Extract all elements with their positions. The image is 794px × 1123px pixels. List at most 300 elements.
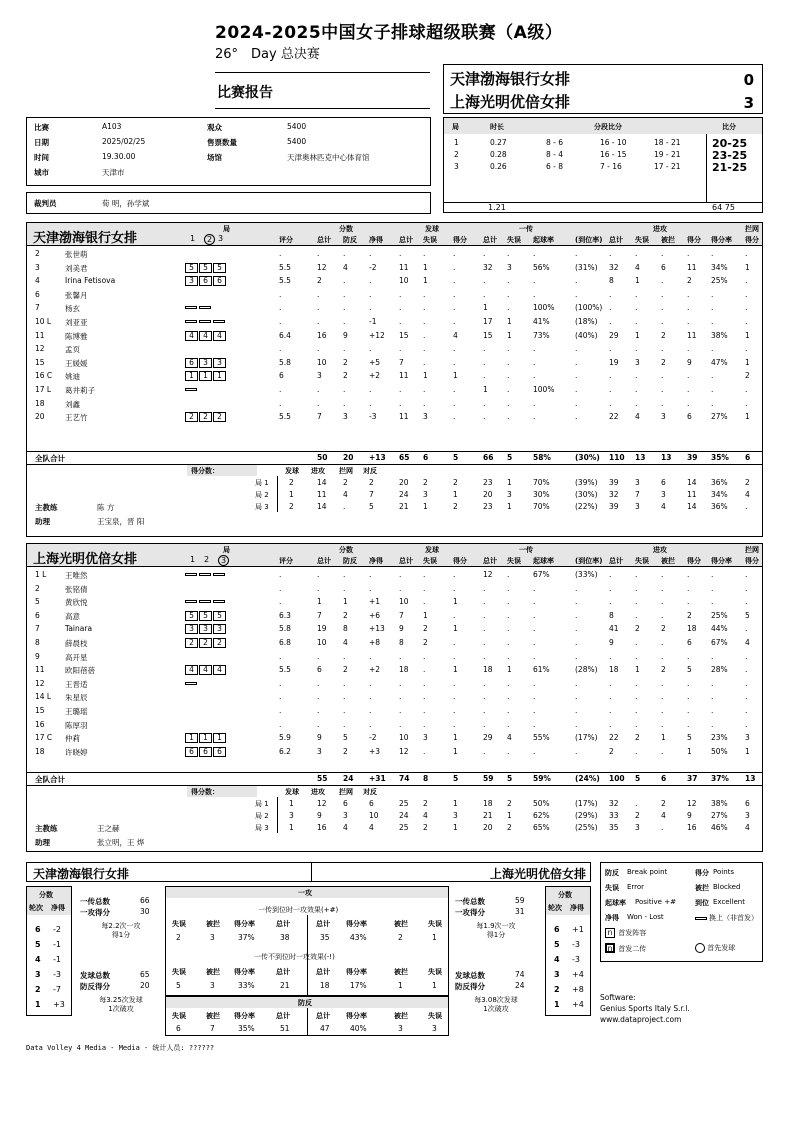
assistant-label: 助理: [35, 517, 50, 527]
player-stat-ap: 5: [687, 665, 692, 675]
total-duration: 1.21: [488, 203, 506, 212]
coach-label: 主教练: [35, 824, 58, 834]
player-stat-rt: 18: [483, 665, 493, 675]
set-stat-apct: 46%: [711, 823, 728, 833]
rotation-col: 净得: [51, 904, 65, 912]
sub-marker-icon: [695, 917, 707, 920]
player-stat-st: 7: [399, 610, 404, 620]
player-stat-apct: .: [711, 597, 714, 607]
set-stat-at: 33: [609, 811, 619, 821]
player-stat-rexc: .: [575, 610, 578, 620]
rotation-box: 1: [213, 733, 226, 743]
points-head: 进攻: [311, 788, 325, 797]
player-stat-at: 2: [609, 746, 614, 756]
player-name: Tainara: [65, 624, 93, 634]
player-number: 5: [35, 597, 40, 607]
player-stat-bk: .: [745, 303, 748, 313]
player-stat-apct: .: [711, 249, 714, 258]
rotation-number: 4: [554, 955, 560, 964]
player-number: 2: [35, 249, 40, 258]
player-stat-rpos: 55%: [533, 733, 550, 743]
player-stat-bk: .: [745, 678, 748, 688]
player-stat-rt: 29: [483, 733, 493, 743]
coach-name: 王之赫: [97, 824, 120, 834]
player-stat-ab: 6: [661, 262, 666, 272]
player-stat-pt: 12: [317, 262, 327, 272]
player-stat-rexc: .: [575, 583, 578, 593]
rotation-net: +4: [572, 1000, 584, 1009]
player-stat-at: .: [609, 678, 612, 688]
player-name: 刘美君: [65, 263, 88, 273]
player-stat-apct: .: [711, 289, 714, 299]
player-stat-se: .: [423, 583, 426, 593]
set-stat-ae: 7: [635, 490, 640, 500]
sub-marker-icon: [185, 573, 197, 576]
player-stat-bp: .: [343, 398, 346, 408]
player-stat-ae: .: [635, 692, 638, 702]
player-stat-bk: .: [745, 692, 748, 702]
sub-marker-icon: [185, 320, 197, 323]
player-stat-ae: .: [635, 746, 638, 756]
player-stat-ab: .: [661, 385, 664, 394]
away-team-name: 上海光明优倍女排: [450, 93, 571, 111]
player-number: 7: [35, 624, 40, 634]
set-stat-rexc: (39%): [575, 478, 598, 488]
sets-header-partials: 分段比分: [594, 123, 622, 131]
rotation-col: 轮次: [29, 904, 43, 912]
player-stat-bk: .: [745, 317, 748, 326]
team-total-re: 5: [507, 774, 513, 784]
player-stat-wl: .: [369, 249, 372, 258]
set-stat-apct: 38%: [711, 799, 728, 809]
player-stat-rpos: .: [533, 597, 536, 607]
sub-marker-icon: [199, 573, 211, 576]
player-stat-rt: .: [483, 624, 486, 634]
player-stat-rexc: .: [575, 276, 578, 286]
set-row-partial: 16 - 15: [600, 150, 627, 159]
set-stat-sp: 1: [453, 490, 458, 500]
col-group: 拦网: [745, 546, 759, 554]
rotation-box: 6: [199, 276, 212, 286]
player-stat-se: .: [423, 692, 426, 702]
player-stat-ap: .: [687, 289, 690, 299]
set-number: 3: [218, 234, 224, 243]
player-stat-wl: .: [369, 289, 372, 299]
player-stat-rt: .: [483, 276, 486, 286]
player-stat-ap: 6: [687, 412, 692, 422]
set-stat-pts: 7: [369, 490, 374, 500]
page-subtitle: 26° Day 总决赛: [215, 47, 320, 62]
player-name: 陈博雅: [65, 331, 88, 341]
col-head: 失误: [507, 557, 521, 565]
player-stat-wl: .: [369, 706, 372, 715]
player-stat-at: .: [609, 706, 612, 715]
player-name: 王璐瑶: [65, 707, 88, 716]
software-url: www.dataproject.com: [600, 1015, 682, 1024]
player-stat-rpos: .: [533, 583, 536, 593]
player-stat-rpos: .: [533, 289, 536, 299]
set-row-partial: 17 - 21: [654, 162, 681, 171]
player-stat-ae: 1: [635, 665, 640, 675]
player-stat-se: 1: [423, 610, 428, 620]
player-stat-apct: 44%: [711, 624, 728, 634]
rotation-net: -2: [53, 925, 61, 934]
player-stat-st: 10: [399, 597, 409, 607]
points-head: 发球: [285, 467, 299, 476]
col-head: 失误: [635, 236, 649, 244]
player-stat-rpos: 41%: [533, 317, 550, 326]
player-stat-at: 29: [609, 330, 619, 340]
set-stat-rpos: 65%: [533, 823, 550, 833]
player-stat-ae: .: [635, 706, 638, 715]
break-point-col: 失误: [172, 1012, 186, 1020]
player-stat-v: 5.5: [279, 262, 291, 272]
player-stat-apct: .: [711, 303, 714, 313]
player-stat-sp: 1: [453, 746, 458, 756]
side-out-col: 失误: [428, 968, 442, 976]
side-out-away-val: 17%: [350, 981, 367, 990]
player-stat-wl: +3: [369, 746, 381, 756]
set-stat-rpos: 30%: [533, 490, 550, 500]
stat-label: 一传总数: [80, 897, 110, 906]
set-stat-pts: 4: [343, 490, 348, 500]
player-stat-pt: 19: [317, 624, 327, 634]
away-rotation: [545, 886, 591, 1016]
legend-pts: 得分: [695, 869, 709, 877]
set-stat-sp: 1: [453, 823, 458, 833]
player-stat-rpos: .: [533, 357, 536, 367]
player-stat-apct: .: [711, 570, 714, 579]
player-stat-pt: .: [317, 344, 320, 354]
sets-box: [443, 117, 763, 213]
player-stat-re: .: [507, 357, 510, 367]
side-out-col: 总计: [316, 920, 330, 928]
player-stat-apct: 47%: [711, 357, 728, 367]
stat-value: 24: [515, 981, 525, 990]
set-stat-bk: .: [745, 502, 748, 512]
player-stat-re: .: [507, 398, 510, 408]
set-stat-apct: 27%: [711, 811, 728, 821]
player-stat-at: 22: [609, 412, 619, 422]
coach-label: 主教练: [35, 503, 58, 513]
col-head: 总计: [609, 557, 623, 565]
player-stat-at: .: [609, 692, 612, 702]
set-stat-rt: 23: [483, 502, 493, 512]
player-stat-rexc: .: [575, 746, 578, 756]
col-head: 得分: [745, 557, 759, 565]
break-point-col: 被拦: [394, 1012, 408, 1020]
set-row-partial: 16 - 10: [600, 138, 627, 147]
player-stat-bp: .: [343, 651, 346, 661]
player-stat-rt: .: [483, 398, 486, 408]
player-stat-re: .: [507, 651, 510, 661]
player-number: 10 L: [35, 317, 52, 326]
player-stat-bk: .: [745, 651, 748, 661]
player-stat-bp: .: [343, 289, 346, 299]
side-out-title: 一攻: [298, 889, 312, 897]
player-stat-wl: +1: [369, 597, 381, 607]
rotation-number: 5: [554, 940, 560, 949]
set-stat-re: 1: [507, 811, 512, 821]
rotation-box: 2: [185, 412, 198, 422]
rotation-number: 1: [35, 1000, 41, 1009]
player-stat-sp: .: [453, 262, 456, 272]
set-stat-sp: 2: [453, 502, 458, 512]
set-stat-rpos: 50%: [533, 799, 550, 809]
time-label: 时间: [34, 153, 49, 162]
player-rotations: [185, 638, 227, 648]
player-stat-ap: .: [687, 249, 690, 258]
player-stat-bp: 9: [343, 330, 348, 340]
player-stat-rexc: .: [575, 371, 578, 381]
col-head: 被拦: [661, 236, 675, 244]
player-stat-pt: 2: [317, 276, 322, 286]
col-group: 发球: [425, 225, 439, 233]
player-stat-v: 5.5: [279, 665, 291, 675]
player-rotations: [185, 331, 227, 341]
set-stat-ae: .: [635, 799, 638, 809]
team-total-bp: 20: [343, 453, 354, 463]
player-stat-ap: 18: [687, 624, 697, 634]
rotation-net: -7: [53, 985, 61, 994]
player-stat-st: 9: [399, 624, 404, 634]
set-stat-se: 4: [423, 811, 428, 821]
rotation-box: 4: [185, 331, 198, 341]
player-stat-re: .: [507, 303, 510, 313]
col-head: 评分: [279, 557, 293, 565]
rotation-box: 1: [213, 371, 226, 381]
player-stat-se: .: [423, 289, 426, 299]
set-stat-rexc: (25%): [575, 823, 598, 833]
team-total-se: 6: [423, 453, 429, 463]
software-info: [600, 992, 690, 1025]
player-stat-pt: .: [317, 317, 320, 326]
player-number: 7: [35, 303, 40, 313]
player-stat-se: .: [423, 357, 426, 367]
set-stat-se: 2: [423, 478, 428, 488]
player-stat-wl: -2: [369, 262, 377, 272]
set-stat-rt: 20: [483, 823, 493, 833]
set-stat-pts: 14: [317, 502, 327, 512]
set-stat-bk: 4: [745, 823, 750, 833]
side-out-away-val: 35: [320, 933, 330, 942]
player-stat-at: .: [609, 371, 612, 381]
player-stat-at: .: [609, 583, 612, 593]
player-number: 16 C: [35, 371, 53, 381]
set-stat-pts: 4: [369, 823, 374, 833]
player-stat-apct: 27%: [711, 412, 728, 422]
player-stat-rexc: (31%): [575, 262, 598, 272]
date-value: 2025/02/25: [102, 137, 146, 146]
audience-label: 观众: [207, 123, 222, 132]
date-label: 日期: [34, 138, 49, 147]
player-name: 刘鑫: [65, 399, 80, 409]
rotation-number: 3: [554, 970, 560, 979]
player-stat-se: 3: [423, 412, 428, 422]
player-rotations: [185, 412, 227, 422]
rotation-col: 轮次: [548, 904, 562, 912]
player-stat-at: 9: [609, 638, 614, 647]
player-number: 4: [35, 276, 40, 286]
team-total-ae: 5: [635, 774, 641, 784]
player-rotations: [185, 276, 227, 286]
player-stat-ae: 4: [635, 262, 640, 272]
player-stat-ae: .: [635, 317, 638, 326]
player-stat-ae: .: [635, 289, 638, 299]
set-stat-se: 2: [423, 823, 428, 833]
legend-setter: 首发二传: [618, 945, 647, 953]
col-group: 拦网: [745, 225, 759, 233]
player-stat-ap: 6: [687, 638, 692, 647]
player-stat-st: .: [399, 678, 402, 688]
player-number: 6: [35, 610, 40, 620]
player-stat-rt: .: [483, 412, 486, 422]
set-stat-st: 24: [399, 490, 409, 500]
player-stat-pt: .: [317, 678, 320, 688]
rotation-box: 4: [199, 665, 212, 675]
player-stat-rpos: .: [533, 719, 536, 729]
set-row-score: 21-25: [712, 161, 748, 174]
team-total-rt: 59: [483, 774, 494, 784]
side-out-col: 得分率: [346, 968, 367, 976]
player-stat-v: .: [279, 678, 282, 688]
set-stat-label: 局 3: [255, 824, 269, 833]
side-out-col: 被拦: [206, 968, 220, 976]
player-number: 12: [35, 344, 45, 354]
player-stat-ae: .: [635, 344, 638, 354]
player-stat-wl: +6: [369, 610, 381, 620]
player-stat-wl: .: [369, 398, 372, 408]
player-stat-rexc: (33%): [575, 570, 598, 579]
player-number: 3: [35, 262, 40, 272]
player-stat-at: 41: [609, 624, 619, 634]
set-row-partial: 18 - 21: [654, 138, 681, 147]
set-number: 1: [190, 555, 196, 564]
player-stat-bk: 1: [745, 357, 750, 367]
player-stat-st: .: [399, 583, 402, 593]
set-stat-ab: 4: [661, 502, 666, 512]
player-stat-sp: .: [453, 583, 456, 593]
player-stat-v: .: [279, 706, 282, 715]
player-stat-rt: 32: [483, 262, 493, 272]
player-stat-rt: 1: [483, 303, 488, 313]
side-out-sub1: 一传到位时一攻效果(+#): [258, 906, 339, 914]
set-stat-pts: 4: [343, 823, 348, 833]
set-stat-sp: 2: [453, 478, 458, 488]
player-stat-ab: .: [661, 692, 664, 702]
player-stat-pt: 10: [317, 638, 327, 647]
player-stat-re: 4: [507, 733, 512, 743]
venue-value: 天津奥林匹克中心体育馆: [287, 153, 370, 162]
stat-label: 一攻得分: [80, 908, 110, 917]
set-stat-apct: 36%: [711, 502, 728, 512]
player-stat-ap: .: [687, 344, 690, 354]
player-stat-se: .: [423, 317, 426, 326]
player-stat-v: 6.3: [279, 610, 291, 620]
player-stat-bk: 3: [745, 733, 750, 743]
player-stat-ap: 11: [687, 330, 697, 340]
sub-marker-icon: [213, 600, 225, 603]
player-stat-sp: .: [453, 344, 456, 354]
player-stat-ap: .: [687, 706, 690, 715]
set-stat-ab: 4: [661, 811, 666, 821]
player-stat-rpos: 67%: [533, 570, 550, 579]
player-stat-se: .: [423, 249, 426, 258]
player-stat-wl: +2: [369, 665, 381, 675]
player-stat-ap: .: [687, 719, 690, 729]
player-stat-rexc: .: [575, 624, 578, 634]
set-stat-ab: 2: [661, 799, 666, 809]
rotation-number: 5: [35, 940, 41, 949]
player-stat-ab: 2: [661, 624, 666, 634]
assistant-name: 张立明，王 烨: [97, 838, 145, 848]
side-out-home-val: 5: [176, 981, 181, 990]
player-rotations: [185, 611, 227, 621]
player-stat-ab: 3: [661, 412, 666, 422]
side-out-col: 得分率: [346, 920, 367, 928]
side-out-col: 失误: [172, 968, 186, 976]
points-head: 对反: [363, 467, 377, 476]
player-stat-apct: .: [711, 371, 714, 381]
player-stat-se: .: [423, 330, 426, 340]
player-stat-rexc: .: [575, 597, 578, 607]
col-head: 得分: [687, 236, 701, 244]
player-stat-st: 10: [399, 733, 409, 743]
player-stat-re: .: [507, 371, 510, 381]
legend-pts-en: Points: [713, 868, 735, 876]
col-head: 得分: [745, 236, 759, 244]
set-stat-rt: 23: [483, 478, 493, 488]
set-stat-rpos: 62%: [533, 811, 550, 821]
sets-header-score: 比分: [722, 123, 736, 131]
side-out-col: 总计: [276, 920, 290, 928]
set-stat-sp: 3: [453, 811, 458, 821]
set-stat-rpos: 70%: [533, 502, 550, 512]
rotation-box: 6: [185, 747, 198, 757]
player-stat-bp: 2: [343, 357, 348, 367]
player-stat-at: .: [609, 651, 612, 661]
player-stat-se: .: [423, 665, 426, 675]
player-stat-ae: 2: [635, 624, 640, 634]
player-stat-wl: +5: [369, 357, 381, 367]
break-point-away-val: 47: [320, 1024, 330, 1033]
player-stat-sp: .: [453, 651, 456, 661]
player-stat-v: .: [279, 719, 282, 729]
team-total-st: 65: [399, 453, 410, 463]
player-rotations: [185, 570, 227, 579]
player-stat-v: 6.8: [279, 638, 291, 647]
player-stat-st: .: [399, 317, 402, 326]
rotation-box: 3: [213, 358, 226, 368]
player-stat-re: .: [507, 624, 510, 634]
set-stat-ap: 11: [687, 490, 697, 500]
team-total-bk: 13: [745, 774, 756, 784]
side-out-home-val: 2: [176, 933, 181, 942]
side-out-home-val: 37%: [238, 933, 255, 942]
player-stat-re: 1: [507, 330, 512, 340]
player-stat-rexc: .: [575, 249, 578, 258]
player-stat-se: .: [423, 706, 426, 715]
side-out-col: 失误: [172, 920, 186, 928]
player-stat-rexc: (28%): [575, 665, 598, 675]
player-stat-ap: .: [687, 597, 690, 607]
player-stat-sp: .: [453, 412, 456, 422]
player-stat-sp: .: [453, 638, 456, 647]
player-stat-rt: 17: [483, 317, 493, 326]
player-stat-v: .: [279, 583, 282, 593]
col-head: 起球率: [533, 236, 554, 244]
player-stat-re: .: [507, 249, 510, 258]
